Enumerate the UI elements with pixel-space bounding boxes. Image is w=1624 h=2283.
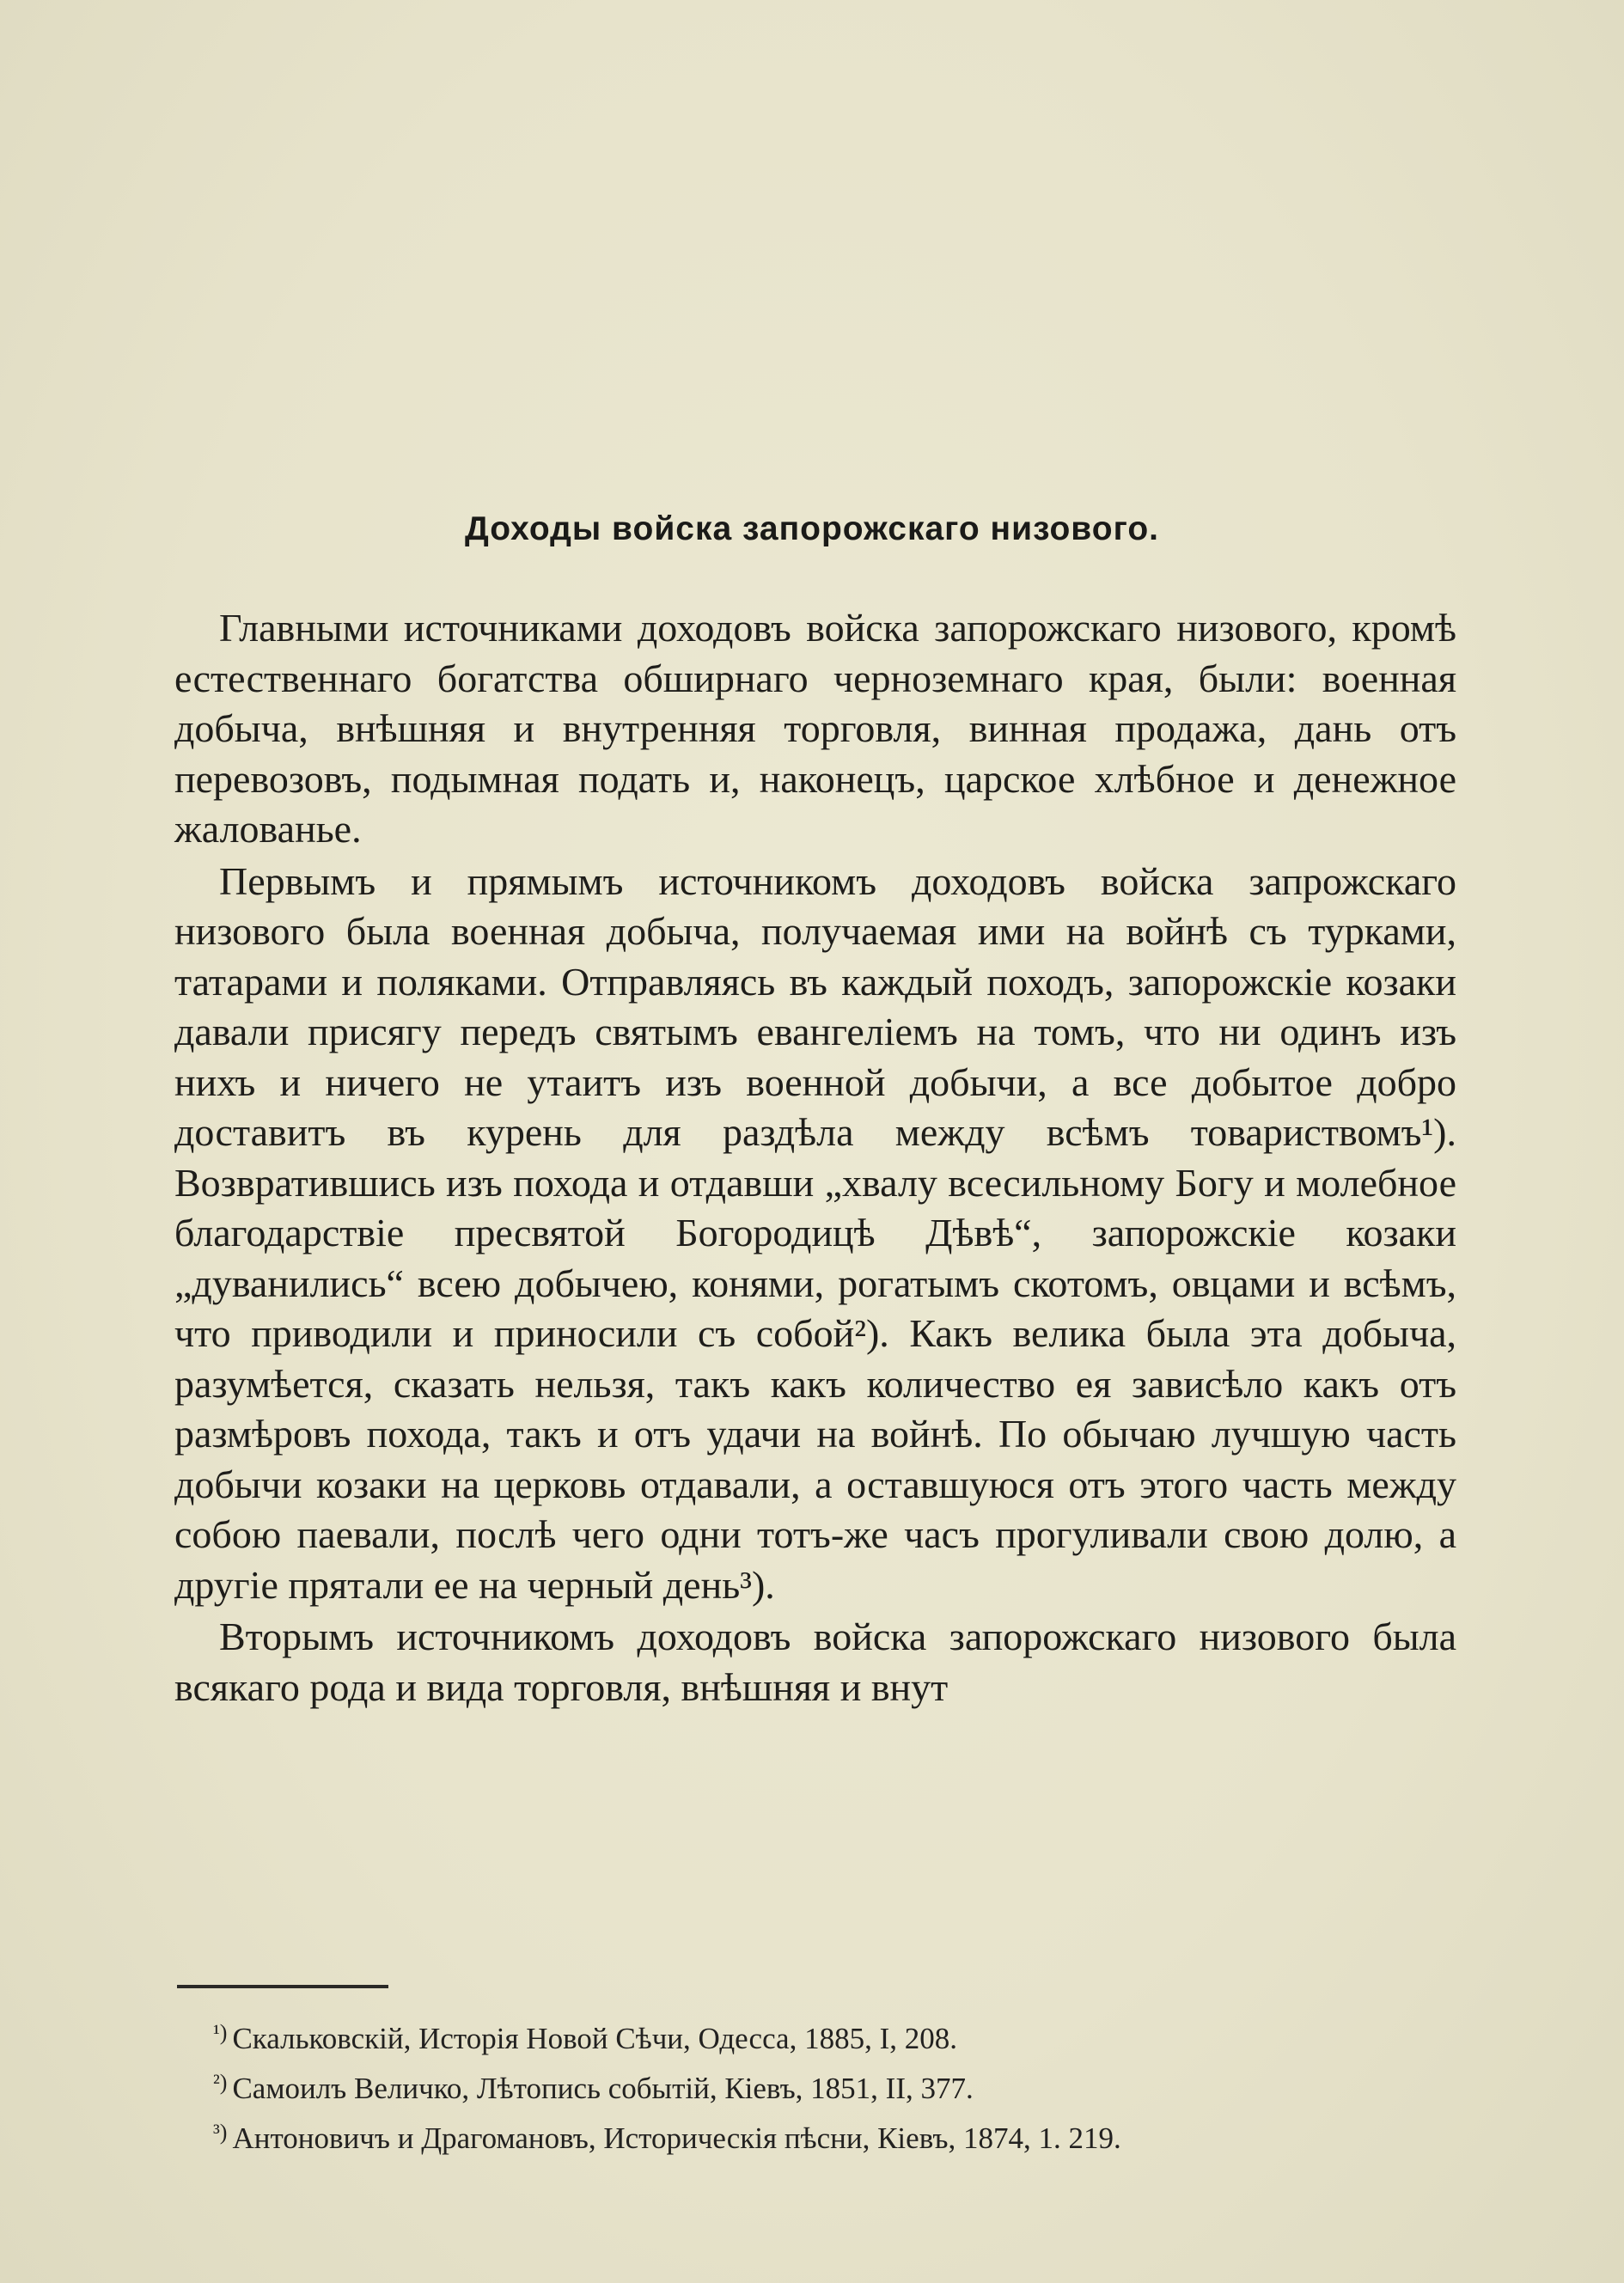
footnote-text: Скальковскій, Исторія Новой Сѣчи, Одесса, 1885, I, 208. bbox=[232, 2022, 957, 2055]
paragraph: Первымъ и прямымъ источникомъ доходовъ войска запрожскаго низового была военная добыча, получаемая ими на войнѣ съ турками, татарами и поляками. Отправляясь въ каждый походъ, запорожскіе козаки давали присягу передъ святымъ евангеліемъ на томъ, что ни одинъ изъ нихъ и ничего не утаитъ изъ военной добычи, а все добытое добро доставитъ въ курень для раздѣла между всѣмъ товариствомъ¹). Возвратившись изъ похода и отдавши „хвалу всесильному Богу и молебное благодарствіе пресвятой Богородицѣ Дѣвѣ“, запорожскіе козаки „дуванились“ всею добычею, конями, рогатымъ скотомъ, овцами и всѣмъ, что приводили и приносили съ собой²). Какъ велика была эта добыча, разумѣется, сказать нельзя, такъ какъ количество ея зависѣло какъ отъ размѣровъ похода, такъ и отъ удачи на войнѣ. По обычаю лучшую часть добычи козаки на церковь отдавали, а оставшуюся отъ этого часть между собою паевали, послѣ чего одни тотъ-же часъ прогуливали свою долю, а другіе прятали ее на черный день³). bbox=[174, 858, 1456, 1607]
footnote-text: Антоновичъ и Драгомановъ, Историческія пѣсни, Кіевъ, 1874, 1. 219. bbox=[232, 2121, 1121, 2155]
footnote-item bbox=[213, 2011, 1450, 2060]
paragraph: Главными источниками доходовъ войска запорожскаго низового, кромѣ естественнаго богатства обширнаго черноземнаго края, были: военная добыча, внѣшняя и внутренняя торговля, винная продажа, дань отъ перевозовъ, подымная подать и, наконецъ, царское хлѣбное и денежное жалованье. bbox=[174, 606, 1456, 851]
footnote-text: Самоилъ Величко, Лѣтопись событій, Кіевъ, 1851, II, 377. bbox=[232, 2072, 974, 2105]
footnote-mark: ³) bbox=[213, 2120, 228, 2145]
footnote-item bbox=[213, 2060, 1450, 2110]
body-text bbox=[174, 603, 1456, 1714]
footnote-mark: ¹) bbox=[213, 2020, 228, 2045]
footnotes bbox=[213, 2011, 1450, 2160]
footnote-item bbox=[213, 2110, 1450, 2160]
page-title: Доходы войска запорожскаго низового. bbox=[465, 510, 1159, 547]
footnote-divider bbox=[177, 1985, 388, 1988]
footnote-mark: ²) bbox=[213, 2070, 228, 2095]
paragraph: Вторымъ источникомъ доходовъ войска запорожскаго низового была всякаго рода и вида торговля, внѣшняя и внут bbox=[174, 1615, 1456, 1709]
